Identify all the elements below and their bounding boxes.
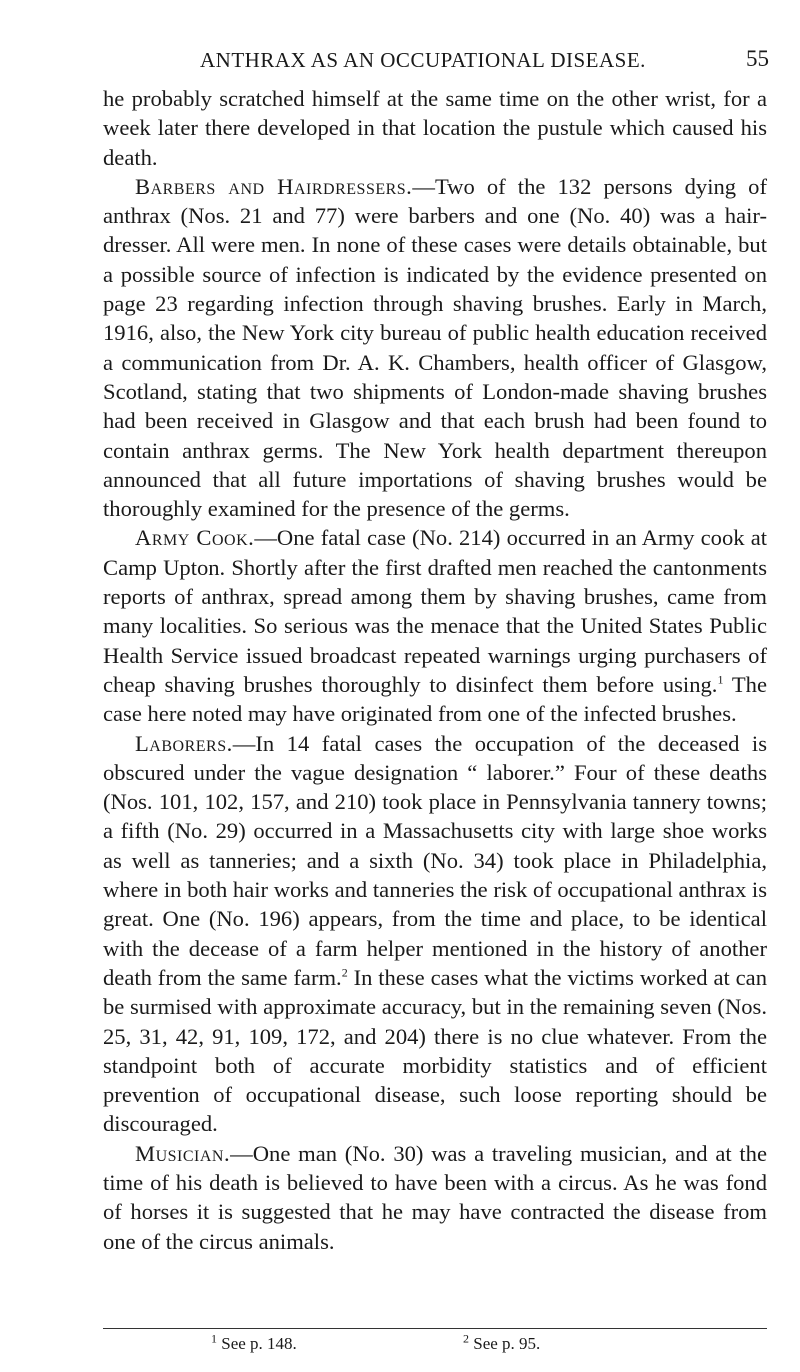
footnote-mark: 2 xyxy=(463,1331,469,1346)
running-head-title: ANTHRAX AS AN OCCUPATIONAL DISEASE. xyxy=(200,48,646,72)
paragraph-text: —One man (No. 30) was a traveling musician, and at the time of his death is believed to have been with a circus. As he was fond of horses it is suggested that he may have contracted the disease from one of the circus animals. xyxy=(103,1140,767,1254)
footnotes xyxy=(103,1331,767,1358)
paragraph-text: he probably scratched himself at the same time on the other wrist, for a week later there developed in that location the pustule which caused his death. xyxy=(103,86,767,170)
footnote-text: See p. 95. xyxy=(469,1334,541,1353)
footnote-1 xyxy=(211,1331,297,1354)
paragraph-musician xyxy=(103,1139,767,1256)
section-lead-barbers: Barbers and Hairdressers. xyxy=(135,173,413,199)
paragraph-text: —Two of the 132 persons dying of anthrax (Nos. 21 and 77) were barbers and one (No. 40) was a hair-dresser. All were men. In none of these cases were details obtainable, but a possible source of infection is indicated by the evidence presented on page 23 regarding infection through shaving brushes. Early in March, 1916, also, the New York city bureau of public health education received a communication from Dr. A. K. Chambers, health officer of Glasgow, Scotland, stating that two shipments of London-made shaving brushes had been received in Glasgow and that each brush had been found to contain anthrax germs. The New York health department thereupon announced that all future importations of shaving brushes would be thoroughly examined for the presence of the germs. xyxy=(103,173,767,522)
footnote-divider xyxy=(103,1328,767,1329)
section-lead-laborers: Laborers. xyxy=(135,730,233,756)
footnote-ref-2[interactable]: 2 xyxy=(341,965,348,980)
footnote-text: See p. 148. xyxy=(217,1334,297,1353)
footnote-2 xyxy=(463,1331,541,1354)
paragraph-text-after: In these cases what the victims worked at can be surmised with approximate accuracy, but in the remaining seven (Nos. 25, 31, 42, 91, 109, 172, and 204) there is no clue whatever. From the standpoint both of accurate morbidity statistics and of efficient prevention of occupational disease, such loose reporting should be discouraged. xyxy=(103,964,768,1137)
footnote-ref-1[interactable]: 1 xyxy=(717,672,724,687)
paragraph-continuation xyxy=(103,84,767,172)
running-header xyxy=(0,44,800,78)
paragraph-text: —In 14 fatal cases the occupation of the deceased is obscured under the vague designation “ laborer.” Four of these deaths (Nos. 101, 102, 157, and 210) took place in Pennsylvania tannery towns; a fifth (No. 29) occurred in a Massachusetts city with large shoe works as well as tanneries; and a sixth (No. 34) took place in Philadelphia, where in both hair works and tanneries the risk of occupational anthrax is great. One (No. 196) appears, from the time and place, to be identical with the decease of a farm helper mentioned in the history of another death from the same farm. xyxy=(103,730,767,990)
body-text xyxy=(103,84,767,1256)
paragraph-barbers xyxy=(103,172,767,524)
section-lead-army-cook: Army Cook. xyxy=(135,525,255,551)
footnote-mark: 1 xyxy=(211,1331,217,1346)
paragraph-army-cook xyxy=(103,523,767,728)
paragraph-text-after: The case here noted may have originated from one of the infected brushes. xyxy=(103,671,767,727)
page-number: 55 xyxy=(746,46,769,71)
paragraph-laborers xyxy=(103,729,767,1139)
paragraph-text: —One fatal case (No. 214) occurred in an Army cook at Camp Upton. Shortly after the first drafted men reached the cantonments reports of anthrax, spread among them by shaving brushes, came from many localities. So serious was the menace that the United States Public Health Service issued broadcast repeated warnings urging purchasers of cheap shaving brushes thoroughly to disinfect them before using. xyxy=(103,525,767,697)
section-lead-musician: Musician. xyxy=(135,1140,231,1166)
